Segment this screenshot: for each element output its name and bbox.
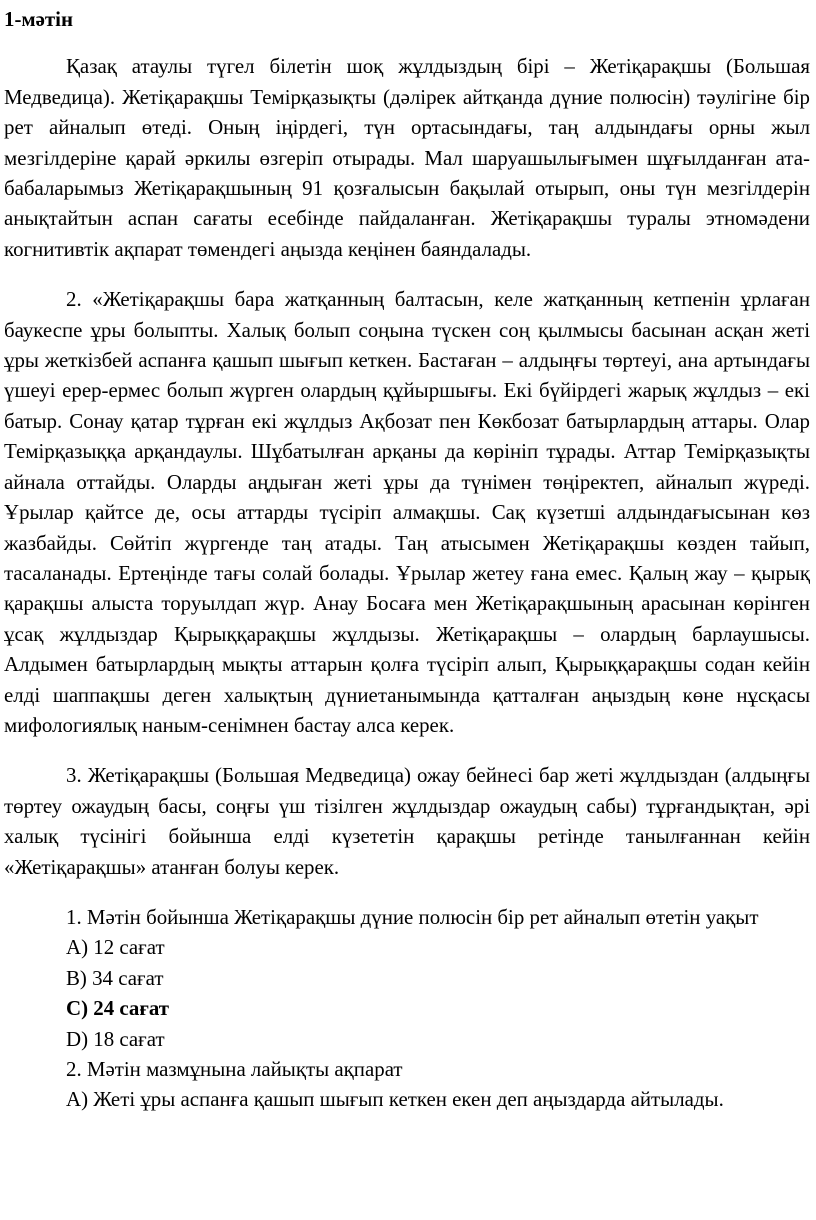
question-1 [4, 902, 810, 1054]
paragraph-legend: 2. «Жетіқарақшы бара жатқанның балтасын, келе жатқанның кетпенін ұрлаған баукеспе ұры болыпты. Халық болып соңына түскен соң қылмысы басынан асқан жеті ұры жеткізбей аспанға қашып шығып кеткен. Бастаған – алдыңғы төртеуі, ана артындағы үшеуі ерер-ермес болып жүрген олардың құйыршығы. Екі бүйірдегі жарық жұлдыз – екі батыр. Сонау қатар тұрған екі жұлдыз Ақбозат пен Көкбозат батырлардың аттары. Олар Темірқазыққа арқандаулы. Шұбатылған арқаны да көрініп тұрады. Аттар Темірқазықты айнала оттайды. Оларды аңдыған жеті ұры да түнімен төңіректеп, айналып жүреді. Ұрылар қайтсе де, осы аттарды түсіріп алмақшы. Сақ күзетші алдындағысынан көз жазбайды. Сөйтіп жүргенде таң атады. Таң атысымен Жетіқарақшы көзден тайып, тасаланады. Ертеңінде тағы солай болады. Ұрылар жетеу ғана емес. Қалың жау – қырық қарақшы алыста торуылдап жүр. Анау Босаға мен Жетіқарақшының арасынан көрінген ұсақ жұлдыздар Қырыққарақшы жұлдызы. Жетіқарақшы – олардың барлаушысы. Алдымен батырлардың мықты аттарын қолға түсіріп алып, Қырыққарақшы содан кейін елді шаппақшы деген халықтың дүниетанымында қатталған аңыздың көне нұсқасы мифологиялық наным-сенімнен бастау алса керек. [4, 287, 810, 737]
question-1-text: 1. Мәтін бойынша Жетіқарақшы дүние полюсін бір рет айналып өтетін уақыт [66, 904, 759, 929]
question-1-option-d: D) 18 сағат [66, 1026, 165, 1051]
question-1-option-c-correct: C) 24 сағат [66, 996, 170, 1021]
question-1-option-a: A) 12 сағат [66, 935, 165, 960]
question-1-option-b: B) 34 сағат [66, 965, 164, 990]
paragraph-intro: Қазақ атаулы түгел білетін шоқ жұлдыздың бірі – Жетіқарақшы (Большая Медведица). Жетіқарақшы Темірқазықты (дәлірек айтқанда дүние полюсін) тәулігіне бір рет айналып өтеді. Оның іңірдегі, түн ортасындағы, таң алдындағы орны жыл мезгілдеріне қарай әркилы өзгеріп отырады. Мал шаруашылығымен шұғылданған ата-бабаларымыз Жетіқарақшының 91 қозғалысын бақылай отырып, оны түн мезгілдерін анықтайтын аспан сағаты есебінде пайдаланған. Жетіқарақшы туралы этномәдени когнитивтік ақпарат төмендегі аңызда кеңінен баяндалады. [4, 54, 810, 261]
document-heading: 1-мәтін [4, 7, 74, 31]
paragraph-name-origin: 3. Жетіқарақшы (Большая Медведица) ожау бейнесі бар жеті жұлдыздан (алдыңғы төртеу ожаудың басы, соңғы үш тізілген жұлдыздар ожаудың сабы) тұрғандықтан, әрі халық түсінігі бойынша елді күзететін қарақшы ретінде танылғаннан кейін «Жетіқарақшы» атанған болуы керек. [4, 763, 810, 879]
question-2-text: 2. Мәтін мазмұнына лайықты ақпарат [66, 1057, 403, 1081]
question-2-option-a: A) Жеті ұры аспанға қашып шығып кеткен екен деп аңыздарда айтылады. [66, 1087, 724, 1112]
question-2 [4, 1054, 810, 1115]
